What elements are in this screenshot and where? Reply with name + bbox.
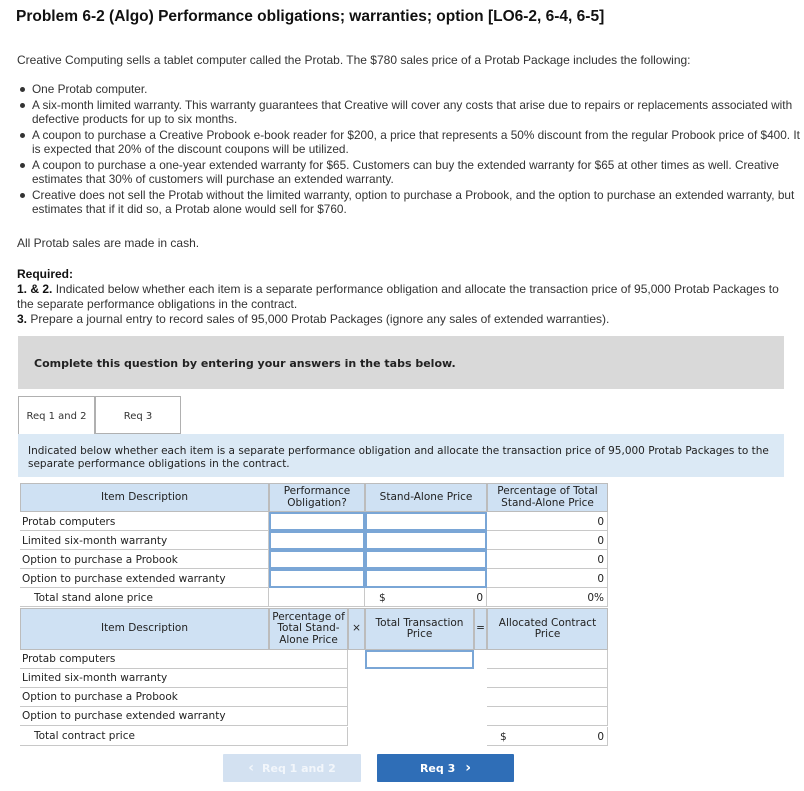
prev-tab-label: Req 1 and 2: [262, 761, 336, 775]
row-label: Option to purchase a Probook: [20, 688, 269, 707]
allocated-cell: [487, 688, 608, 707]
header-item-description: Item Description: [20, 483, 269, 512]
stand-alone-price-input[interactable]: [365, 531, 487, 550]
tab-req-3[interactable]: Req 3: [95, 396, 181, 434]
prev-tab-button[interactable]: [223, 754, 361, 782]
row-label: Protab computers: [22, 515, 116, 528]
list-item: One Protab computer.: [17, 82, 802, 97]
row-label: Limited six-month warranty: [20, 669, 269, 688]
percent-cell: [269, 650, 348, 669]
percent-value: 0: [597, 534, 604, 547]
obligation-select[interactable]: [269, 569, 365, 588]
package-items-list: [17, 82, 802, 218]
obligation-select[interactable]: [269, 531, 365, 550]
problem-title: Problem 6-2 (Algo) Performance obligations; warranties; option [LO6-2, 6-4, 6-5]: [16, 8, 605, 25]
total-label: Total contract price: [20, 727, 269, 746]
allocated-cell: [487, 707, 608, 726]
chevron-right-icon: ›: [465, 760, 472, 776]
times-symbol: ×: [348, 608, 365, 650]
total-label: Total stand alone price: [34, 591, 153, 604]
row-label: Option to purchase extended warranty: [22, 572, 226, 585]
required-item-number: 1. & 2.: [17, 282, 53, 296]
percent-value: 0: [597, 572, 604, 585]
total-transaction-price-input[interactable]: [365, 650, 474, 669]
header-percentage-total: Percentage of Total Stand-Alone Price: [487, 483, 608, 512]
required-item-number: 3.: [17, 312, 28, 326]
required-heading: Required:: [17, 267, 74, 281]
equals-symbol: =: [474, 608, 487, 650]
obligation-select[interactable]: [269, 550, 365, 569]
intro-text: Creative Computing sells a tablet computer called the Protab. The $780 sales price of a Protab Package includes the following:: [17, 53, 691, 67]
stand-alone-price-input[interactable]: [365, 550, 487, 569]
percent-cell: [269, 669, 348, 688]
total-allocated-value: 0: [597, 730, 604, 743]
required-item-text: Prepare a journal entry to record sales of 95,000 Protab Packages (ignore any sales of extended warranties).: [30, 312, 610, 326]
next-tab-label: Req 3: [419, 761, 456, 775]
allocated-cell: [487, 650, 608, 669]
row-label: Limited six-month warranty: [22, 534, 168, 547]
percent-value: 0: [597, 515, 604, 528]
required-item-3: [17, 312, 787, 327]
header-allocated-contract-price: Allocated Contract Price: [487, 608, 608, 650]
row-label: Option to purchase a Probook: [22, 553, 178, 566]
allocation-table: [20, 608, 608, 748]
row-label: Protab computers: [20, 650, 269, 669]
standalone-price-table: [20, 483, 608, 609]
header-total-transaction-price: Total Transaction Price: [365, 608, 474, 650]
list-item: A coupon to purchase a one-year extended warranty for $65. Customers can buy the extended warranty for $65 at other times as well. Creative estimates that 30% of customers will purchase an extended warranty.: [17, 158, 802, 187]
tabs-banner: Complete this question by entering your answers in the tabs below.: [18, 336, 784, 389]
required-item-1-2: [17, 282, 787, 311]
list-item: A coupon to purchase a Creative Probook e-book reader for $200, a price that represents a 50% discount from the regular Probook price of $400. It is expected that 20% of the discount coupons will be utilized.: [17, 128, 802, 157]
stand-alone-price-input[interactable]: [365, 569, 487, 588]
empty-cell: [269, 727, 348, 746]
percent-cell: [269, 707, 348, 726]
tab-instruction: Indicated below whether each item is a separate performance obligation and allocate the transaction price of 95,000 Protab Packages to the separate performance obligations in the contract.: [18, 434, 784, 477]
currency-symbol: $: [379, 591, 386, 604]
list-item: A six-month limited warranty. This warranty guarantees that Creative will cover any costs that arise due to repairs or replacements associated with defective products for up to six months.: [17, 98, 802, 127]
currency-symbol: $: [500, 730, 507, 743]
percent-cell: [269, 688, 348, 707]
allocated-cell: [487, 669, 608, 688]
total-percent-value: 0%: [587, 591, 604, 604]
header-item-description: Item Description: [20, 608, 269, 650]
row-label: Option to purchase extended warranty: [20, 707, 269, 726]
stand-alone-price-input[interactable]: [365, 512, 487, 531]
list-item: Creative does not sell the Protab without the limited warranty, option to purchase a Probook, and the option to purchase an extended warranty, but estimates that if it did so, a Protab alone would sell for $760.: [17, 188, 802, 217]
chevron-left-icon: ‹: [248, 760, 255, 776]
required-item-text: Indicated below whether each item is a separate performance obligation and allocate the transaction price of 95,000 Protab Packages to the separate performance obligations in the contract.: [17, 282, 779, 311]
tab-req-1-and-2[interactable]: Req 1 and 2: [18, 396, 95, 434]
empty-cell: [269, 588, 365, 607]
header-performance-obligation: Performance Obligation?: [269, 483, 365, 512]
obligation-select[interactable]: [269, 512, 365, 531]
percent-value: 0: [597, 553, 604, 566]
cash-note: All Protab sales are made in cash.: [17, 236, 200, 250]
header-stand-alone-price: Stand-Alone Price: [365, 483, 487, 512]
header-percentage-total: Percentage of Total Stand-Alone Price: [269, 608, 348, 650]
next-tab-button[interactable]: [377, 754, 514, 782]
total-stand-alone-value: 0: [476, 591, 483, 604]
